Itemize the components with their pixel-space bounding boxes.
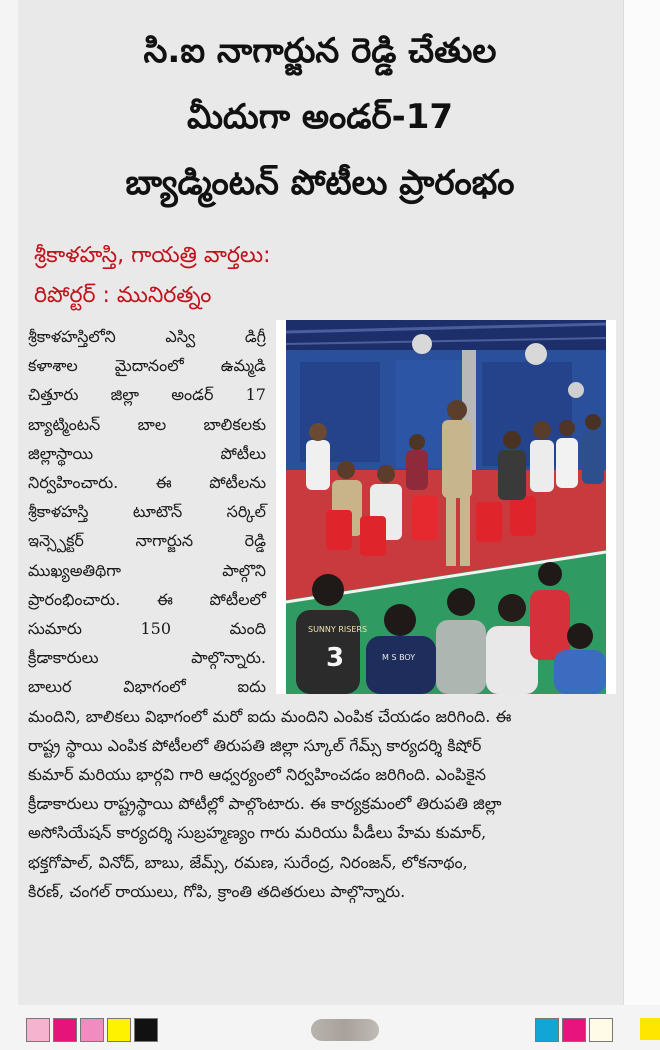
svg-text:M S BOY: M S BOY	[382, 653, 416, 662]
color-swatch	[80, 1018, 104, 1042]
body-line: ప్రారంభించారు. ఈ పోటీలలో	[28, 589, 266, 609]
color-swatch	[640, 1018, 660, 1040]
color-swatch	[53, 1018, 77, 1042]
color-swatch	[589, 1018, 613, 1042]
body-line: బ్యాట్మింటన్ బాల బాలికలకు	[28, 414, 266, 434]
body-line: ఇన్స్పెక్టర్ నాగార్జున రెడ్డి	[28, 531, 266, 551]
body-line: ముఖ్యఅతిథిగా పాల్గొని	[28, 560, 266, 580]
dateline-reporter: రిపోర్టర్ : మునిరత్నం	[34, 283, 212, 308]
body-line: మందిని, బాలికలు విభాగంలో మరో ఐదు మందిని ఎంపిక చేయడం జరిగింది. ఈ	[28, 706, 512, 726]
light-fixture-icon	[412, 334, 432, 354]
dateline-place-source: శ్రీకాళహస్తి, గాయత్రి వార్తలు:	[34, 243, 271, 268]
headline-line-2: మీదుగా అండర్-17	[186, 97, 454, 137]
color-swatch	[107, 1018, 131, 1042]
photo-officer	[442, 420, 472, 498]
body-line: కుమార్ మరియు భార్గవి గారి ఆధ్వర్యంలో నిర్వహించడం జరిగింది. ఎంపికైన	[28, 765, 486, 785]
body-line: చిత్తూరు జిల్లా అండర్ 17	[28, 385, 266, 405]
article-full-width-text	[28, 702, 612, 906]
registration-mark	[311, 1019, 379, 1041]
body-line: కళాశాల మైదానంలో ఉమ్మడి	[28, 356, 266, 376]
body-line: బాలుర విభాగంలో ఐదు	[28, 677, 266, 697]
color-swatch	[26, 1018, 50, 1042]
photo-illustration	[286, 320, 606, 694]
color-swatch	[562, 1018, 586, 1042]
body-line: భక్తగోపాల్, వినోద్, బాబు, జేమ్స్, రమణ, సురేంద్ర, నిరంజన్, లోకనాథం,	[28, 852, 468, 872]
svg-text:SUNNY RISERS: SUNNY RISERS	[308, 625, 368, 634]
color-swatch	[134, 1018, 158, 1042]
svg-text:3: 3	[326, 643, 345, 673]
body-line: కిరణ్, చంగల్ రాయులు, గోపి, క్రాంతి తదితరులు పాల్గొన్నారు.	[28, 881, 406, 901]
body-line: క్రీడాకారులు రాష్ట్రస్థాయి పోటీల్లో పాల్గొంటారు. ఈ కార్యక్రమంలో తిరుపతి జిల్లా	[28, 794, 502, 814]
adjacent-page-edge	[623, 0, 660, 1005]
body-line: రాష్ట్ర స్థాయి ఎంపిక పోటీలలో తిరుపతి జిల్లా స్కూల్ గేమ్స్ కార్యదర్శి కిషోర్	[28, 735, 482, 755]
light-fixture-icon	[568, 382, 584, 398]
body-line: జిల్లాస్థాయి పోటీలు	[28, 443, 266, 463]
color-swatch	[535, 1018, 559, 1042]
dateline	[34, 236, 271, 316]
body-line: నిర్వహించారు. ఈ పోటీలను	[28, 473, 266, 493]
headline-line-1: సి.ఐ నాగార్జున రెడ్డి చేతుల	[143, 31, 497, 71]
article-headline	[30, 18, 610, 216]
headline-line-3: బ్యాడ్మింటన్ పోటీలు ప్రారంభం	[125, 163, 515, 203]
body-line: క్రీడాకారులు పాల్గొన్నారు.	[28, 648, 266, 668]
body-line: శ్రీకాళహస్తి టూటౌన్ సర్కిల్	[28, 502, 266, 522]
body-line: సుమారు 150 మంది	[28, 619, 266, 639]
body-line: శ్రీకాళహస్తిలోని ఎస్వి డిగ్రీ	[28, 327, 266, 346]
event-photo	[276, 320, 616, 694]
light-fixture-icon	[525, 343, 547, 365]
body-line: అసోసియేషన్ కార్యదర్శి సుబ్రహ్మణ్యం గారు మరియు పీడీలు హేమ కుమార్,	[28, 823, 487, 843]
